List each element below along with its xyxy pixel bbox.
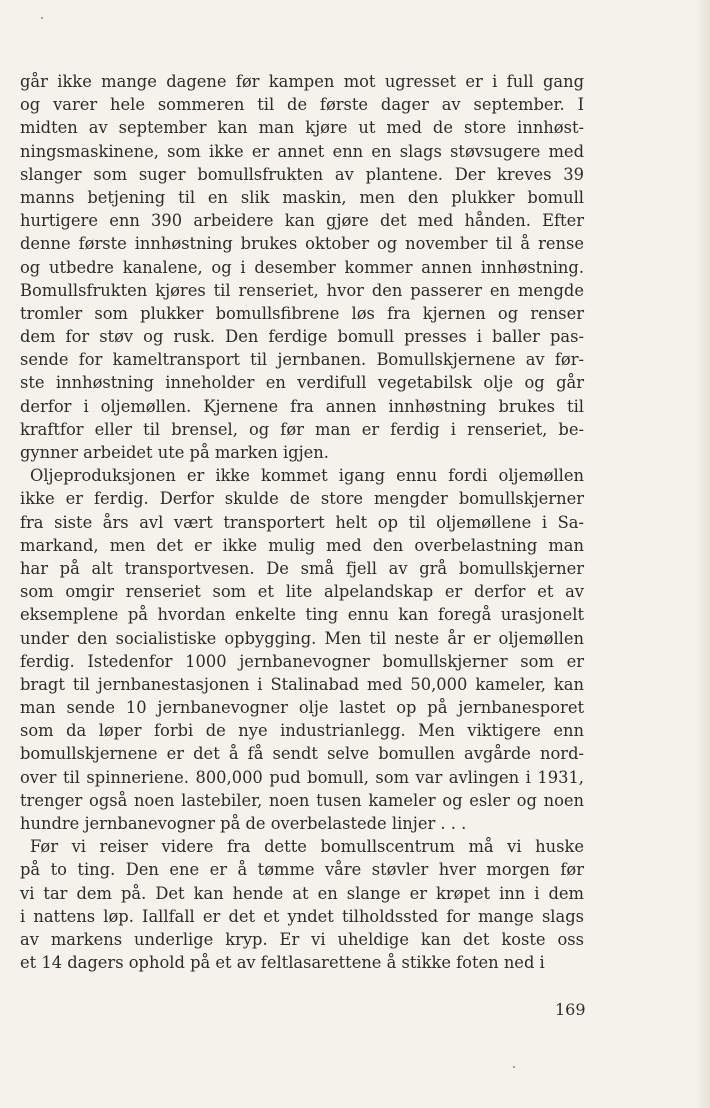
paragraph: [20, 70, 584, 464]
text-line: trenger også noen lastebiler, noen tusen kameler og esler og noen: [20, 790, 584, 810]
text-line: og varer hele sommeren til de første dager av september. I: [20, 95, 584, 115]
text-line: slanger som suger bomullsfrukten av plantene. Der kreves 39: [20, 164, 584, 184]
text-line: under den socialistiske opbygging. Men til neste år er oljemøllen: [20, 628, 584, 648]
text-line: eksemplene på hvordan enkelte ting ennu kan foregå urasjonelt: [20, 605, 584, 625]
text-line: tromler som plukker bomullsfibrene løs fra kjernen og renser: [20, 303, 584, 323]
print-speck: [41, 17, 43, 19]
page-number: 169: [555, 1000, 586, 1019]
text-line: har på alt transportvesen. De små fjell av grå bomullskjerner: [20, 558, 584, 578]
paragraph: [20, 835, 584, 974]
text-line: bragt til jernbanestasjonen i Stalinabad med 50,000 kameler, kan: [20, 674, 584, 694]
text-line: dem for støv og rusk. Den ferdige bomull presses i baller pas-: [20, 327, 584, 347]
page-edge-shadow: [696, 0, 710, 1108]
text-line: som omgir renseriet som et lite alpelandskap er derfor et av: [20, 582, 584, 602]
text-line: et 14 dagers ophold på et av feltlasarettene å stikke foten ned i: [20, 953, 545, 973]
text-line: ningsmaskinene, som ikke er annet enn en slags støvsugere med: [20, 141, 584, 161]
text-line: Før vi reiser videre fra dette bomullscentrum må vi huske: [30, 837, 584, 857]
text-line: man sende 10 jernbanevogner olje lastet op på jernbanesporet: [20, 698, 584, 718]
text-line: hundre jernbanevogner på de overbelastede linjer . . .: [20, 814, 467, 833]
text-line: derfor i oljemøllen. Kjernene fra annen innhøstning brukes til: [20, 396, 584, 416]
text-line: midten av september kan man kjøre ut med de store innhøst-: [20, 118, 584, 138]
text-line: manns betjening til en slik maskin, men den plukker bomull: [20, 187, 584, 207]
text-line: vi tar dem på. Det kan hende at en slange er krøpet inn i dem: [20, 883, 584, 903]
text-line: gynner arbeidet ute på marken igjen.: [20, 443, 329, 462]
text-line: hurtigere enn 390 arbeidere kan gjøre det med hånden. Efter: [20, 211, 584, 231]
text-line: på to ting. Den ene er å tømme våre støvler hver morgen før: [20, 860, 584, 880]
text-line: ikke er ferdig. Derfor skulde de store mengder bomullskjerner: [20, 489, 584, 509]
text-line: av markens underlige kryp. Er vi uheldige kan det koste oss: [20, 929, 584, 949]
text-line: i nattens løp. Iallfall er det et yndet tilholdssted for mange slags: [20, 906, 584, 926]
text-line: fra siste års avl vært transportert helt op til oljemøllene i Sa-: [20, 512, 584, 532]
text-line: markand, men det er ikke mulig med den overbelastning man: [20, 535, 584, 555]
print-speck: [513, 1066, 515, 1068]
text-line: Oljeproduksjonen er ikke kommet igang ennu fordi oljemøllen: [30, 466, 584, 486]
text-line: og utbedre kanalene, og i desember kommer annen innhøstning.: [20, 257, 584, 277]
text-line: ferdig. Istedenfor 1000 jernbanevogner bomullskjerner som er: [20, 651, 584, 671]
text-line: over til spinneriene. 800,000 pud bomull, som var avlingen i 1931,: [20, 767, 584, 787]
text-line: sende for kameltransport til jernbanen. Bomullskjernene av før-: [20, 350, 584, 370]
text-line: bomullskjernene er det å få sendt selve bomullen avgårde nord-: [20, 744, 584, 764]
body-text: [20, 70, 584, 974]
text-line: går ikke mange dagene før kampen mot ugresset er i full gang: [20, 72, 584, 91]
text-line: som da løper forbi de nye industrianlegg. Men viktigere enn: [20, 721, 584, 741]
text-line: kraftfor eller til brensel, og før man er ferdig i renseriet, be-: [20, 419, 584, 439]
paragraph: [20, 464, 584, 835]
text-line: Bomullsfrukten kjøres til renseriet, hvor den passerer en mengde: [20, 280, 584, 300]
text-line: denne første innhøstning brukes oktober og november til å rense: [20, 234, 584, 254]
text-line: ste innhøstning inneholder en verdifull vegetabilsk olje og går: [20, 373, 584, 393]
